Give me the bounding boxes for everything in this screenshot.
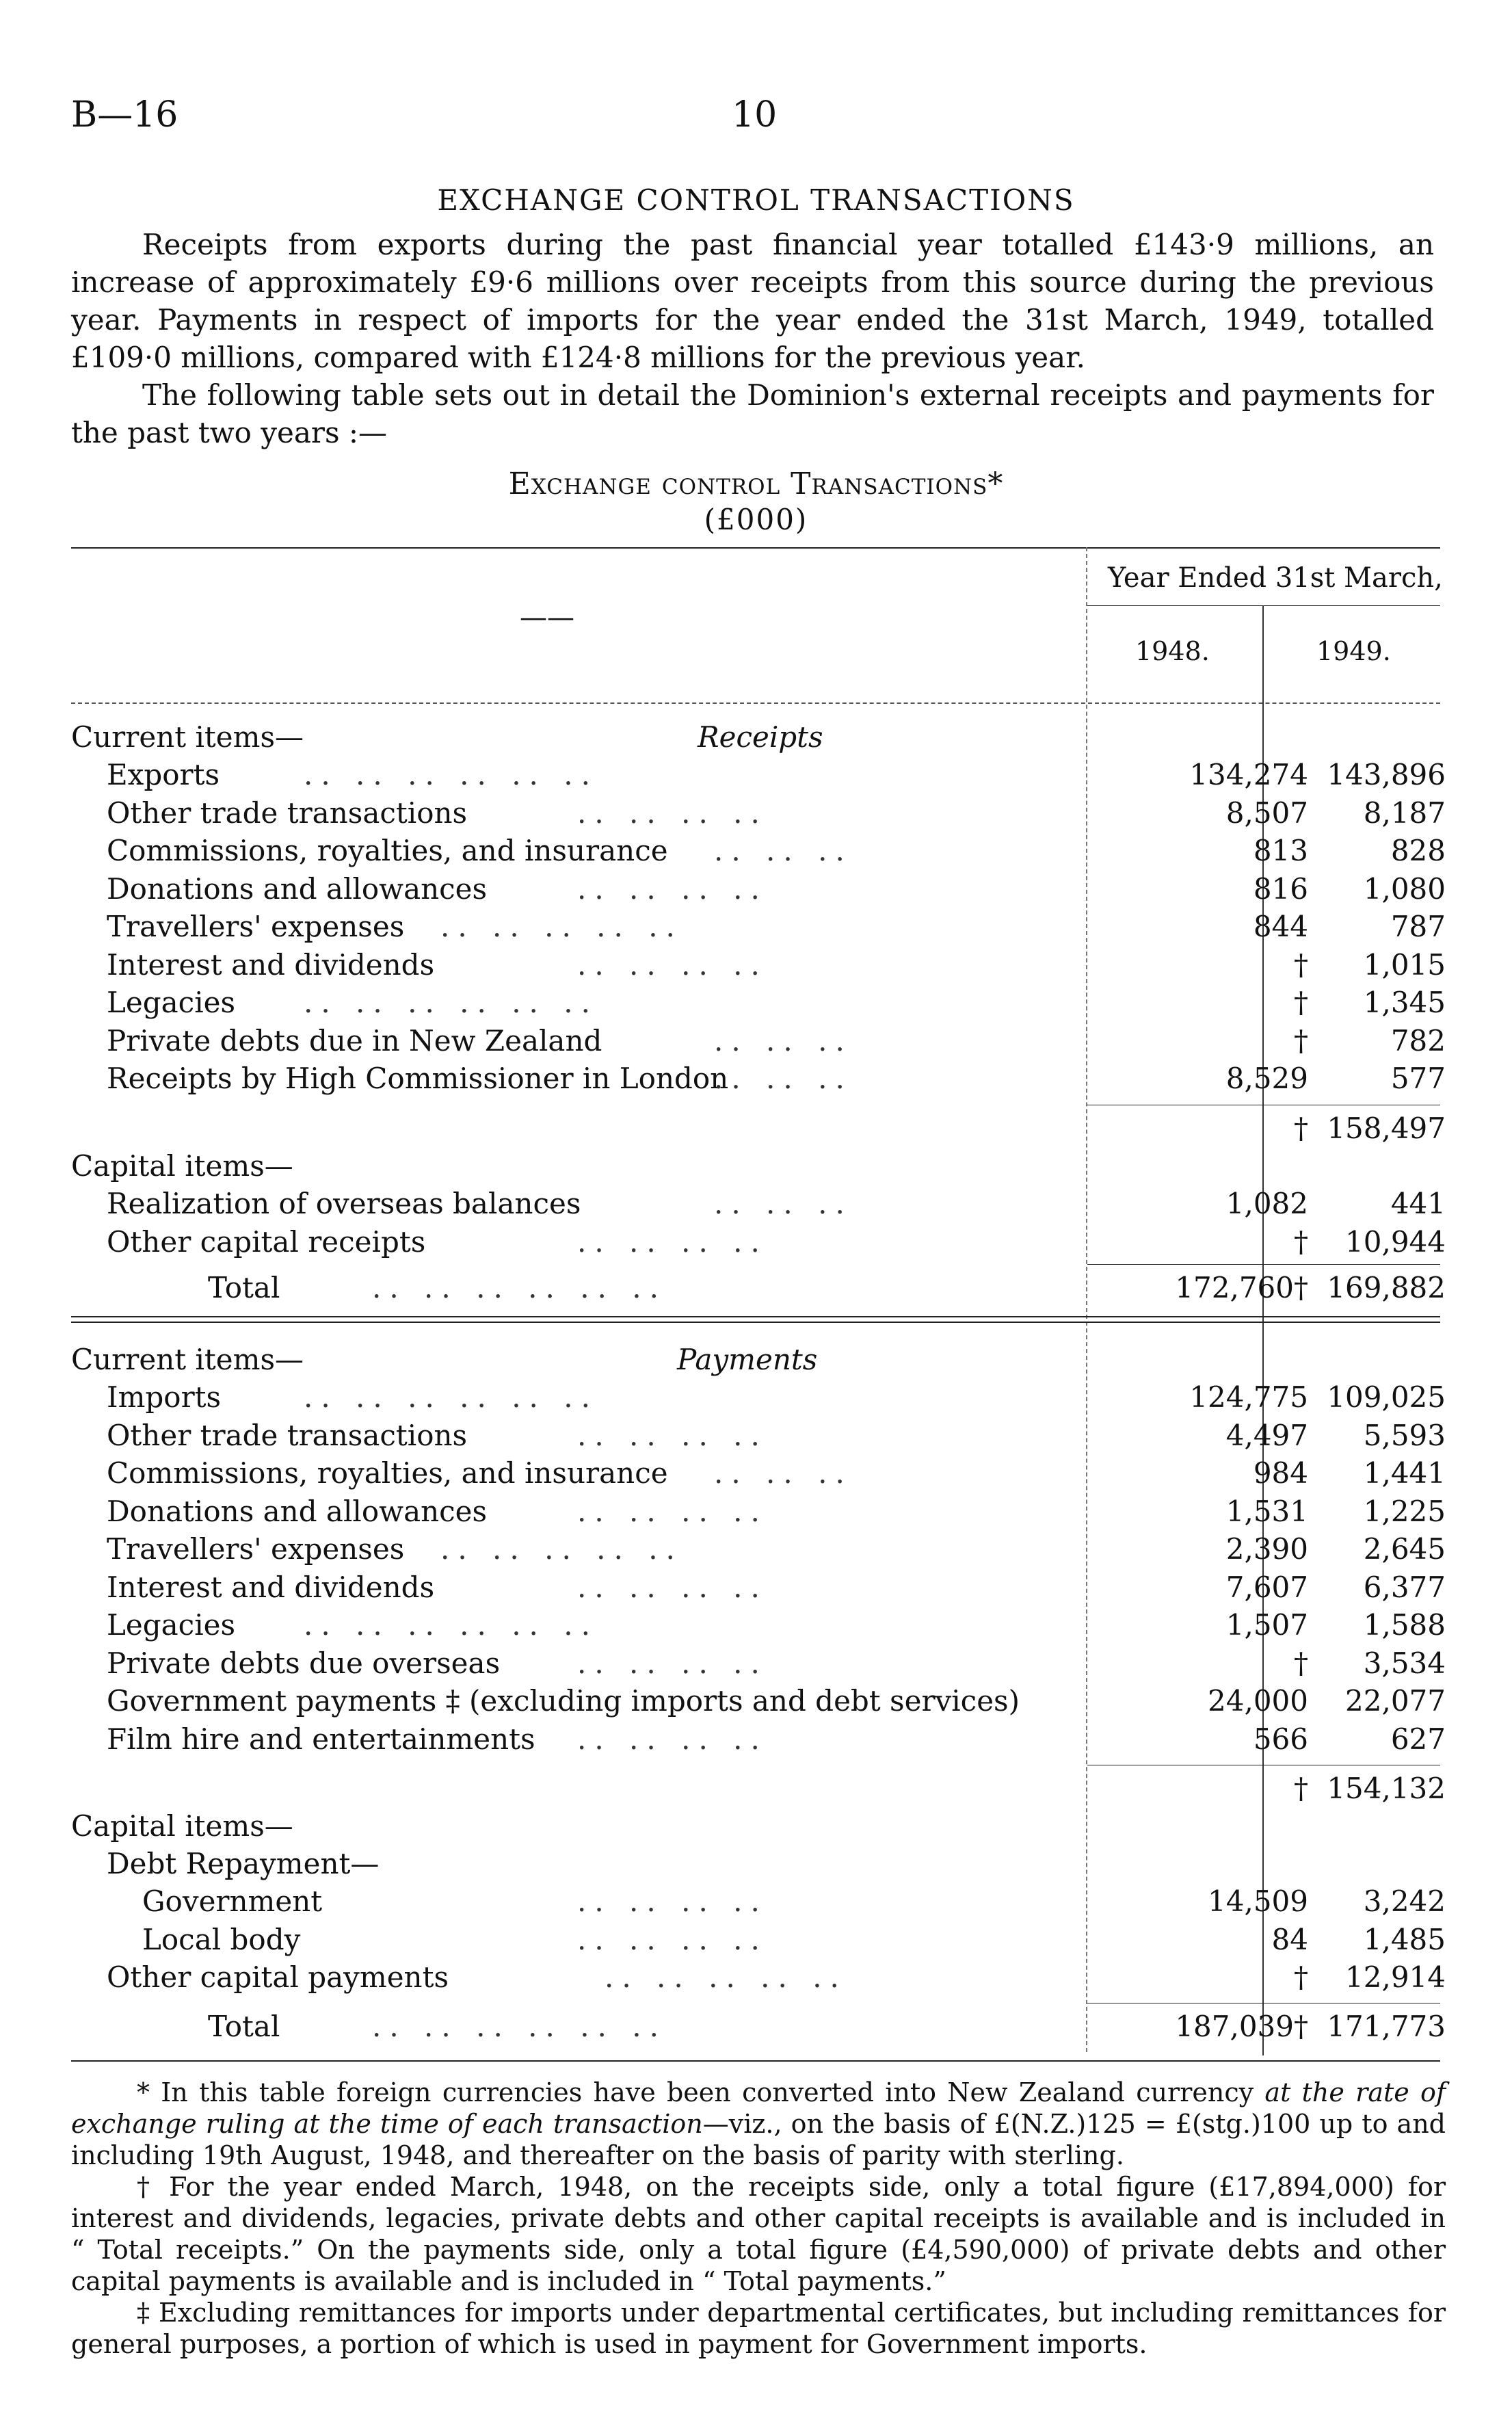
payments-current-header: [71, 1341, 1439, 1378]
receipts-total-row: [71, 1269, 1446, 1306]
leader-dots: .. .. .. .. .. ..: [304, 758, 598, 791]
leader-dots: .. .. .. ..: [577, 1570, 768, 1604]
value-1949: 5,593: [1363, 1418, 1446, 1452]
leader-dots: .. .. .. .. ..: [440, 910, 683, 943]
value-1948: †: [1294, 947, 1308, 982]
value-1948: †: [1294, 986, 1308, 1019]
table-row: [71, 984, 1446, 1021]
row-label: Legacies: [107, 1608, 236, 1642]
value-1949: 8,187: [1363, 796, 1446, 830]
payments-subtotal-1949: 154,132: [1327, 1772, 1446, 1805]
debt-repayment-header: [71, 1845, 1439, 1882]
leader-dots: .. .. ..: [714, 1023, 853, 1057]
value-1948: 844: [1253, 910, 1308, 943]
value-1949: 1,345: [1363, 986, 1446, 1019]
footnote-star-text: * In this table foreign currencies have been converted into New Zealand currency: [137, 2077, 1254, 2107]
value-1949: 143,896: [1327, 758, 1446, 791]
row-label: Private debts due overseas: [107, 1646, 501, 1680]
leader-dots: .. .. .. ..: [577, 1646, 768, 1680]
table-row: [71, 1378, 1446, 1416]
row-label: Commissions, royalties, and insurance: [107, 834, 668, 867]
value-1948: 4,497: [1225, 1418, 1308, 1452]
row-label: Film hire and entertainments: [107, 1722, 535, 1756]
receipts-total-1948: 172,760†: [1175, 1271, 1308, 1304]
value-1949: 441: [1390, 1187, 1446, 1220]
value-1949: 1,588: [1363, 1608, 1446, 1642]
value-1948: †: [1294, 1646, 1308, 1680]
paragraph-1: Receipts from exports during the past financial year totalled £143·9 millions, an increase of approximately £9·6 millions over receipts from this source during the previous year. Payments in respect of imports for the year ended the 31st March, 1949, totalled £109·0 millions, compared with £124·8 millions for the previous year.: [71, 228, 1434, 374]
table-row: [71, 1568, 1446, 1606]
leader-dots: .. .. .. ..: [577, 796, 768, 830]
period-header: Year Ended 31st March,: [1108, 562, 1443, 594]
table-title: Exchange control Transactions*: [508, 466, 1004, 501]
value-1948: 1,507: [1225, 1608, 1308, 1642]
table-row: [71, 908, 1446, 945]
value-1949: 2,645: [1363, 1532, 1446, 1566]
leader-dots: .. .. .. .. ..: [440, 1532, 683, 1566]
receipts-total-rule: [1087, 1264, 1440, 1265]
table-row: [71, 870, 1446, 908]
table-row: [71, 756, 1446, 793]
footnote-double-dagger: ‡ Excluding remittances for imports under departmental certificates, but including remittances for general purposes, a portion of which is used in payment for Government imports.: [71, 2298, 1446, 2359]
leader-dots: .. .. ..: [714, 1187, 853, 1220]
row-label: Other trade transactions: [107, 1418, 468, 1452]
row-label: Private debts due in New Zealand: [107, 1023, 602, 1057]
row-label: Imports: [107, 1380, 222, 1414]
value-1948: 816: [1253, 871, 1308, 906]
table-row: [71, 1223, 1446, 1261]
receipts-subtotal-1949: 158,497: [1327, 1112, 1446, 1145]
table-row: [71, 1022, 1446, 1060]
section-double-rule-2: [71, 1322, 1440, 1323]
row-label: Receipts by High Commissioner in London: [107, 1062, 729, 1095]
table-row: [71, 946, 1446, 984]
value-1948: 8,529: [1225, 1062, 1308, 1095]
leader-dots: .. .. .. .. .. ..: [372, 1271, 667, 1304]
row-label: Interest and dividends: [107, 947, 435, 982]
value-1948: 84: [1271, 1922, 1308, 1956]
row-label: Exports: [107, 758, 220, 791]
row-label: Government: [142, 1884, 323, 1918]
current-items-label: Current items—: [71, 1343, 304, 1376]
receipts-current-header: [71, 718, 1439, 756]
receipts-subtotal-1948: †: [1294, 1112, 1308, 1145]
table-row: [71, 1958, 1446, 1996]
leader-dots: .. .. .. .. .. ..: [372, 2010, 667, 2043]
table-row: [71, 1921, 1446, 1958]
col-1948-header: 1948.: [1135, 636, 1210, 666]
value-1949: 12,914: [1345, 1960, 1446, 1994]
row-label: Travellers' expenses: [107, 910, 405, 943]
receipts-capital-header: [71, 1147, 1439, 1185]
table-bottom-rule: [71, 2060, 1440, 2062]
footnote-star: [71, 2077, 1446, 2171]
value-1948: 566: [1253, 1722, 1308, 1756]
row-label: Other trade transactions: [107, 796, 468, 830]
table-row: [71, 1185, 1446, 1222]
value-1949: 787: [1390, 910, 1446, 943]
value-1948: 8,507: [1225, 796, 1308, 830]
receipts-heading: Receipts: [698, 720, 823, 754]
row-label: Donations and allowances: [107, 871, 488, 906]
value-1948: 14,509: [1208, 1884, 1308, 1918]
leader-dots: .. .. ..: [714, 1456, 853, 1490]
payments-total-1948: 187,039†: [1175, 2010, 1308, 2043]
table-row: [71, 1720, 1446, 1758]
value-1948: †: [1294, 1960, 1308, 1994]
row-label: Other capital payments: [107, 1960, 449, 1994]
capital-items-label: Capital items—: [71, 1809, 293, 1843]
leader-dots: .. .. .. .. .. ..: [304, 1608, 598, 1642]
leader-dots: .. .. .. ..: [577, 1418, 768, 1452]
leader-dots: .. .. .. .. ..: [605, 1960, 847, 1994]
row-label: Government payments ‡ (excluding imports and debt services): [107, 1684, 1020, 1718]
row-label: Other capital receipts: [107, 1224, 426, 1259]
value-1949: 1,225: [1363, 1494, 1446, 1528]
payments-total-label: Total: [208, 2010, 280, 2043]
capital-items-label: Capital items—: [71, 1149, 293, 1183]
payments-subtotal-1948: †: [1294, 1772, 1308, 1805]
value-1948: 813: [1253, 834, 1308, 867]
payments-total-1949: 171,773: [1327, 2010, 1446, 2043]
row-label: Local body: [142, 1922, 301, 1956]
value-1949: 1,485: [1363, 1922, 1446, 1956]
payments-subtotal-row: [71, 1770, 1446, 1807]
value-1948: 2,390: [1225, 1532, 1308, 1566]
row-label: Interest and dividends: [107, 1570, 435, 1604]
period-rule: [1087, 605, 1440, 606]
leader-dots: .. .. .. .. .. ..: [304, 986, 598, 1019]
stub-header: ——: [520, 602, 574, 633]
leader-dots: .. .. .. .. .. ..: [304, 1380, 598, 1414]
payments-heading: Payments: [677, 1343, 818, 1376]
table-row: [71, 794, 1446, 832]
value-1949: 22,077: [1345, 1684, 1446, 1718]
value-1949: 3,242: [1363, 1884, 1446, 1918]
value-1949: 1,441: [1363, 1456, 1446, 1490]
header-bottom-rule: [71, 702, 1440, 704]
value-1948: 124,775: [1189, 1380, 1308, 1414]
col-1949-header: 1949.: [1316, 636, 1391, 666]
leader-dots: .. .. .. ..: [577, 1884, 768, 1918]
row-label: Travellers' expenses: [107, 1532, 405, 1566]
leader-dots: .. .. .. ..: [577, 1224, 768, 1259]
leader-dots: .. .. .. ..: [577, 1922, 768, 1956]
receipts-total-label: Total: [208, 1271, 280, 1304]
value-1949: 1,015: [1363, 947, 1446, 982]
footnote-star-emphasis: at the rate of exchange ruling at the time of each transaction: [71, 2077, 1446, 2139]
row-label: Donations and allowances: [107, 1494, 488, 1528]
table-row: [71, 832, 1446, 869]
section-double-rule-1: [71, 1316, 1440, 1317]
row-label: Realization of overseas balances: [107, 1187, 581, 1220]
paragraph-2: The following table sets out in detail the Dominion's external receipts and payments for the past two years :—: [71, 378, 1434, 449]
leader-dots: .. .. ..: [714, 1062, 853, 1095]
current-items-label: Current items—: [71, 720, 304, 754]
table-row: [71, 1530, 1446, 1568]
leader-dots: .. .. .. ..: [577, 1494, 768, 1528]
value-1948: 134,274: [1189, 758, 1308, 791]
value-1949: 6,377: [1363, 1570, 1446, 1604]
payments-capital-header: [71, 1807, 1439, 1845]
document-reference: B—16: [71, 94, 178, 135]
value-1948: †: [1294, 1224, 1308, 1259]
value-1949: 109,025: [1327, 1380, 1446, 1414]
table-row: [71, 1417, 1446, 1454]
value-1949: 627: [1390, 1722, 1446, 1756]
row-label: Commissions, royalties, and insurance: [107, 1456, 668, 1490]
leader-dots: .. .. ..: [714, 834, 853, 867]
value-1948: 7,607: [1225, 1570, 1308, 1604]
value-1949: 577: [1390, 1062, 1446, 1095]
table-top-rule: [71, 547, 1440, 549]
value-1948: †: [1294, 1023, 1308, 1057]
value-1949: 3,534: [1363, 1646, 1446, 1680]
value-1948: 1,082: [1225, 1187, 1308, 1220]
value-1949: 828: [1390, 834, 1446, 867]
value-1948: 984: [1253, 1456, 1308, 1490]
table-row: [71, 1644, 1446, 1682]
footnote-star-text-2: —viz., on the basis of £(N.Z.)125 = £(stg.)100 up to and including 19th August, 1948, and thereafter on the basis of parity with sterling.: [71, 2109, 1446, 2170]
table-row: [71, 1493, 1446, 1530]
footnote-dagger: † For the year ended March, 1948, on the receipts side, only a total figure (£17,894,000) for interest and dividends, legacies, private debts and other capital receipts is available and is included in “ Total receipts.” On the payments side, only a total figure (£4,590,000) of private debts and other capital payments is available and is included in “ Total payments.”: [71, 2172, 1446, 2296]
leader-dots: .. .. .. ..: [577, 947, 768, 982]
row-label: Legacies: [107, 986, 236, 1019]
section-title: EXCHANGE CONTROL TRANSACTIONS: [437, 183, 1075, 217]
payments-total-row: [71, 2008, 1446, 2045]
intro-text: [71, 226, 1434, 451]
receipts-total-1949: 169,882: [1327, 1271, 1446, 1304]
value-1949: 10,944: [1345, 1224, 1446, 1259]
table-unit: (£000): [704, 503, 808, 536]
receipts-subtotal-row: [71, 1109, 1446, 1147]
footnotes: [71, 2077, 1446, 2360]
leader-dots: .. .. .. ..: [577, 1722, 768, 1756]
value-1948: 1,531: [1225, 1494, 1308, 1528]
table-row: [71, 1882, 1446, 1920]
value-1949: 1,080: [1363, 871, 1446, 906]
leader-dots: .. .. .. ..: [577, 871, 768, 906]
value-1949: 782: [1390, 1023, 1446, 1057]
debt-repayment-label: Debt Repayment—: [107, 1847, 380, 1880]
table-row: [71, 1060, 1446, 1097]
table-row: [71, 1682, 1446, 1720]
value-1948: 24,000: [1208, 1684, 1308, 1718]
table-row: [71, 1606, 1446, 1644]
page-number: 10: [732, 94, 778, 135]
table-row: [71, 1454, 1446, 1492]
